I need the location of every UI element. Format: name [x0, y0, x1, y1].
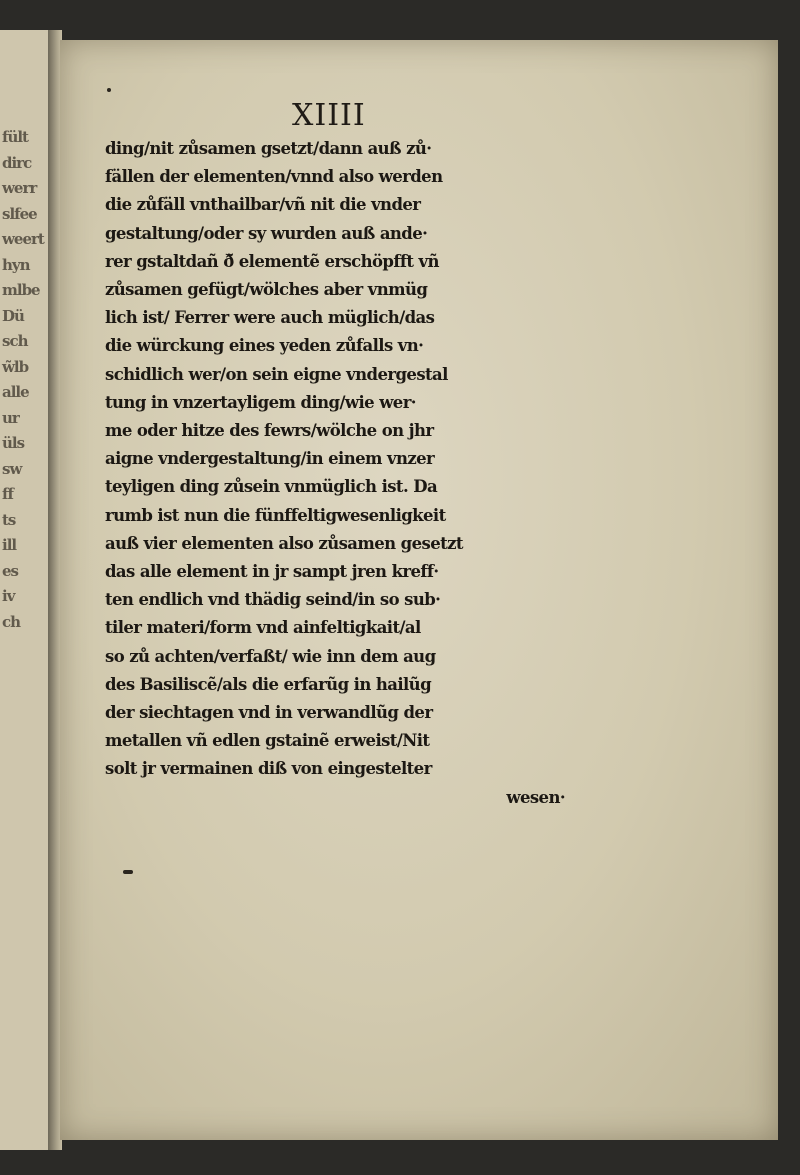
ink-speck: [123, 870, 133, 874]
page-text: [105, 135, 585, 812]
text-line: auß vier elementen also zůsamen gesetzt: [105, 533, 463, 553]
text-line: des Basiliscẽ/als die erfarũg in hailũg: [105, 674, 432, 694]
text-line: die würckung eines yeden zůfalls vn·: [105, 336, 424, 356]
bleed-line: es: [2, 561, 18, 580]
page-signature: XIIII: [292, 98, 366, 133]
text-line: die zůfäll vnthailbar/vñ nit die vnder: [105, 195, 421, 215]
text-line: ding/nit zůsamen gsetzt/dann auß zů·: [105, 139, 432, 158]
text-line: das alle element in jr sampt jren kreff·: [105, 562, 439, 582]
text-line: schidlich wer/on sein eigne vndergestal: [105, 364, 448, 384]
text-line: so zů achten/verfaßt/ wie inn dem aug: [105, 646, 436, 666]
text-line: wesen·: [506, 787, 565, 807]
bleed-line: alle: [2, 383, 29, 401]
bleed-line: Dü: [2, 306, 24, 325]
bleed-line: sch: [2, 332, 28, 350]
text-line: aigne vndergestaltung/in einem vnzer: [105, 449, 435, 469]
text-line: fällen der elementen/vnnd also werden: [105, 167, 443, 187]
bleed-line: sw: [2, 459, 22, 478]
text-line: zůsamen gefügt/wölches aber vnmüg: [105, 280, 428, 300]
text-line: der siechtagen vnd in verwandlũg der: [105, 703, 433, 723]
text-line: metallen vñ edlen gstainẽ erweist/Nit: [105, 731, 430, 751]
bleed-line: üls: [2, 434, 25, 452]
bleed-line: ur: [2, 408, 19, 427]
text-line: gestaltung/oder sy wurden auß ande·: [105, 223, 428, 243]
text-line: rer gstaltdañ ð̃ elementẽ erschöpfft vñ: [105, 251, 439, 271]
text-line: tung in vnzertayligem ding/wie wer·: [105, 392, 416, 412]
text-line: lich ist/ Ferrer were auch müglich/das: [105, 308, 435, 328]
bleed-line: ff: [2, 485, 13, 503]
text-line: solt jr vermainen diß von eingestelter: [105, 759, 432, 779]
text-line: tiler materi/form vnd ainfeltigkait/al: [105, 618, 421, 638]
bleed-line: ts: [2, 510, 16, 529]
bleed-line: werr: [2, 179, 37, 197]
left-page-bleed-text: [2, 125, 42, 635]
bleed-line: weert: [2, 230, 44, 248]
bleed-line: mlbe: [2, 281, 40, 299]
text-line: me oder hitze des fewrs/wölche on jhr: [105, 421, 434, 441]
ink-speck: [107, 88, 111, 92]
text-line: rumb ist nun die fünffeltigwesenligkeit: [105, 505, 446, 525]
bleed-line: iv: [2, 587, 15, 605]
bleed-line: hyn: [2, 255, 30, 274]
bleed-line: fült: [2, 128, 28, 146]
text-line: teyligen ding zůsein vnmüglich ist. Da: [105, 477, 438, 497]
bleed-line: w̃lb: [2, 357, 29, 376]
text-line: ten endlich vnd thädig seind/in so sub·: [105, 590, 441, 610]
bleed-line: slfee: [2, 204, 37, 223]
bleed-line: dirc: [2, 153, 32, 172]
left-page-edge: [0, 30, 50, 1150]
bleed-line: ch: [2, 612, 21, 631]
bleed-line: ill: [2, 536, 17, 554]
